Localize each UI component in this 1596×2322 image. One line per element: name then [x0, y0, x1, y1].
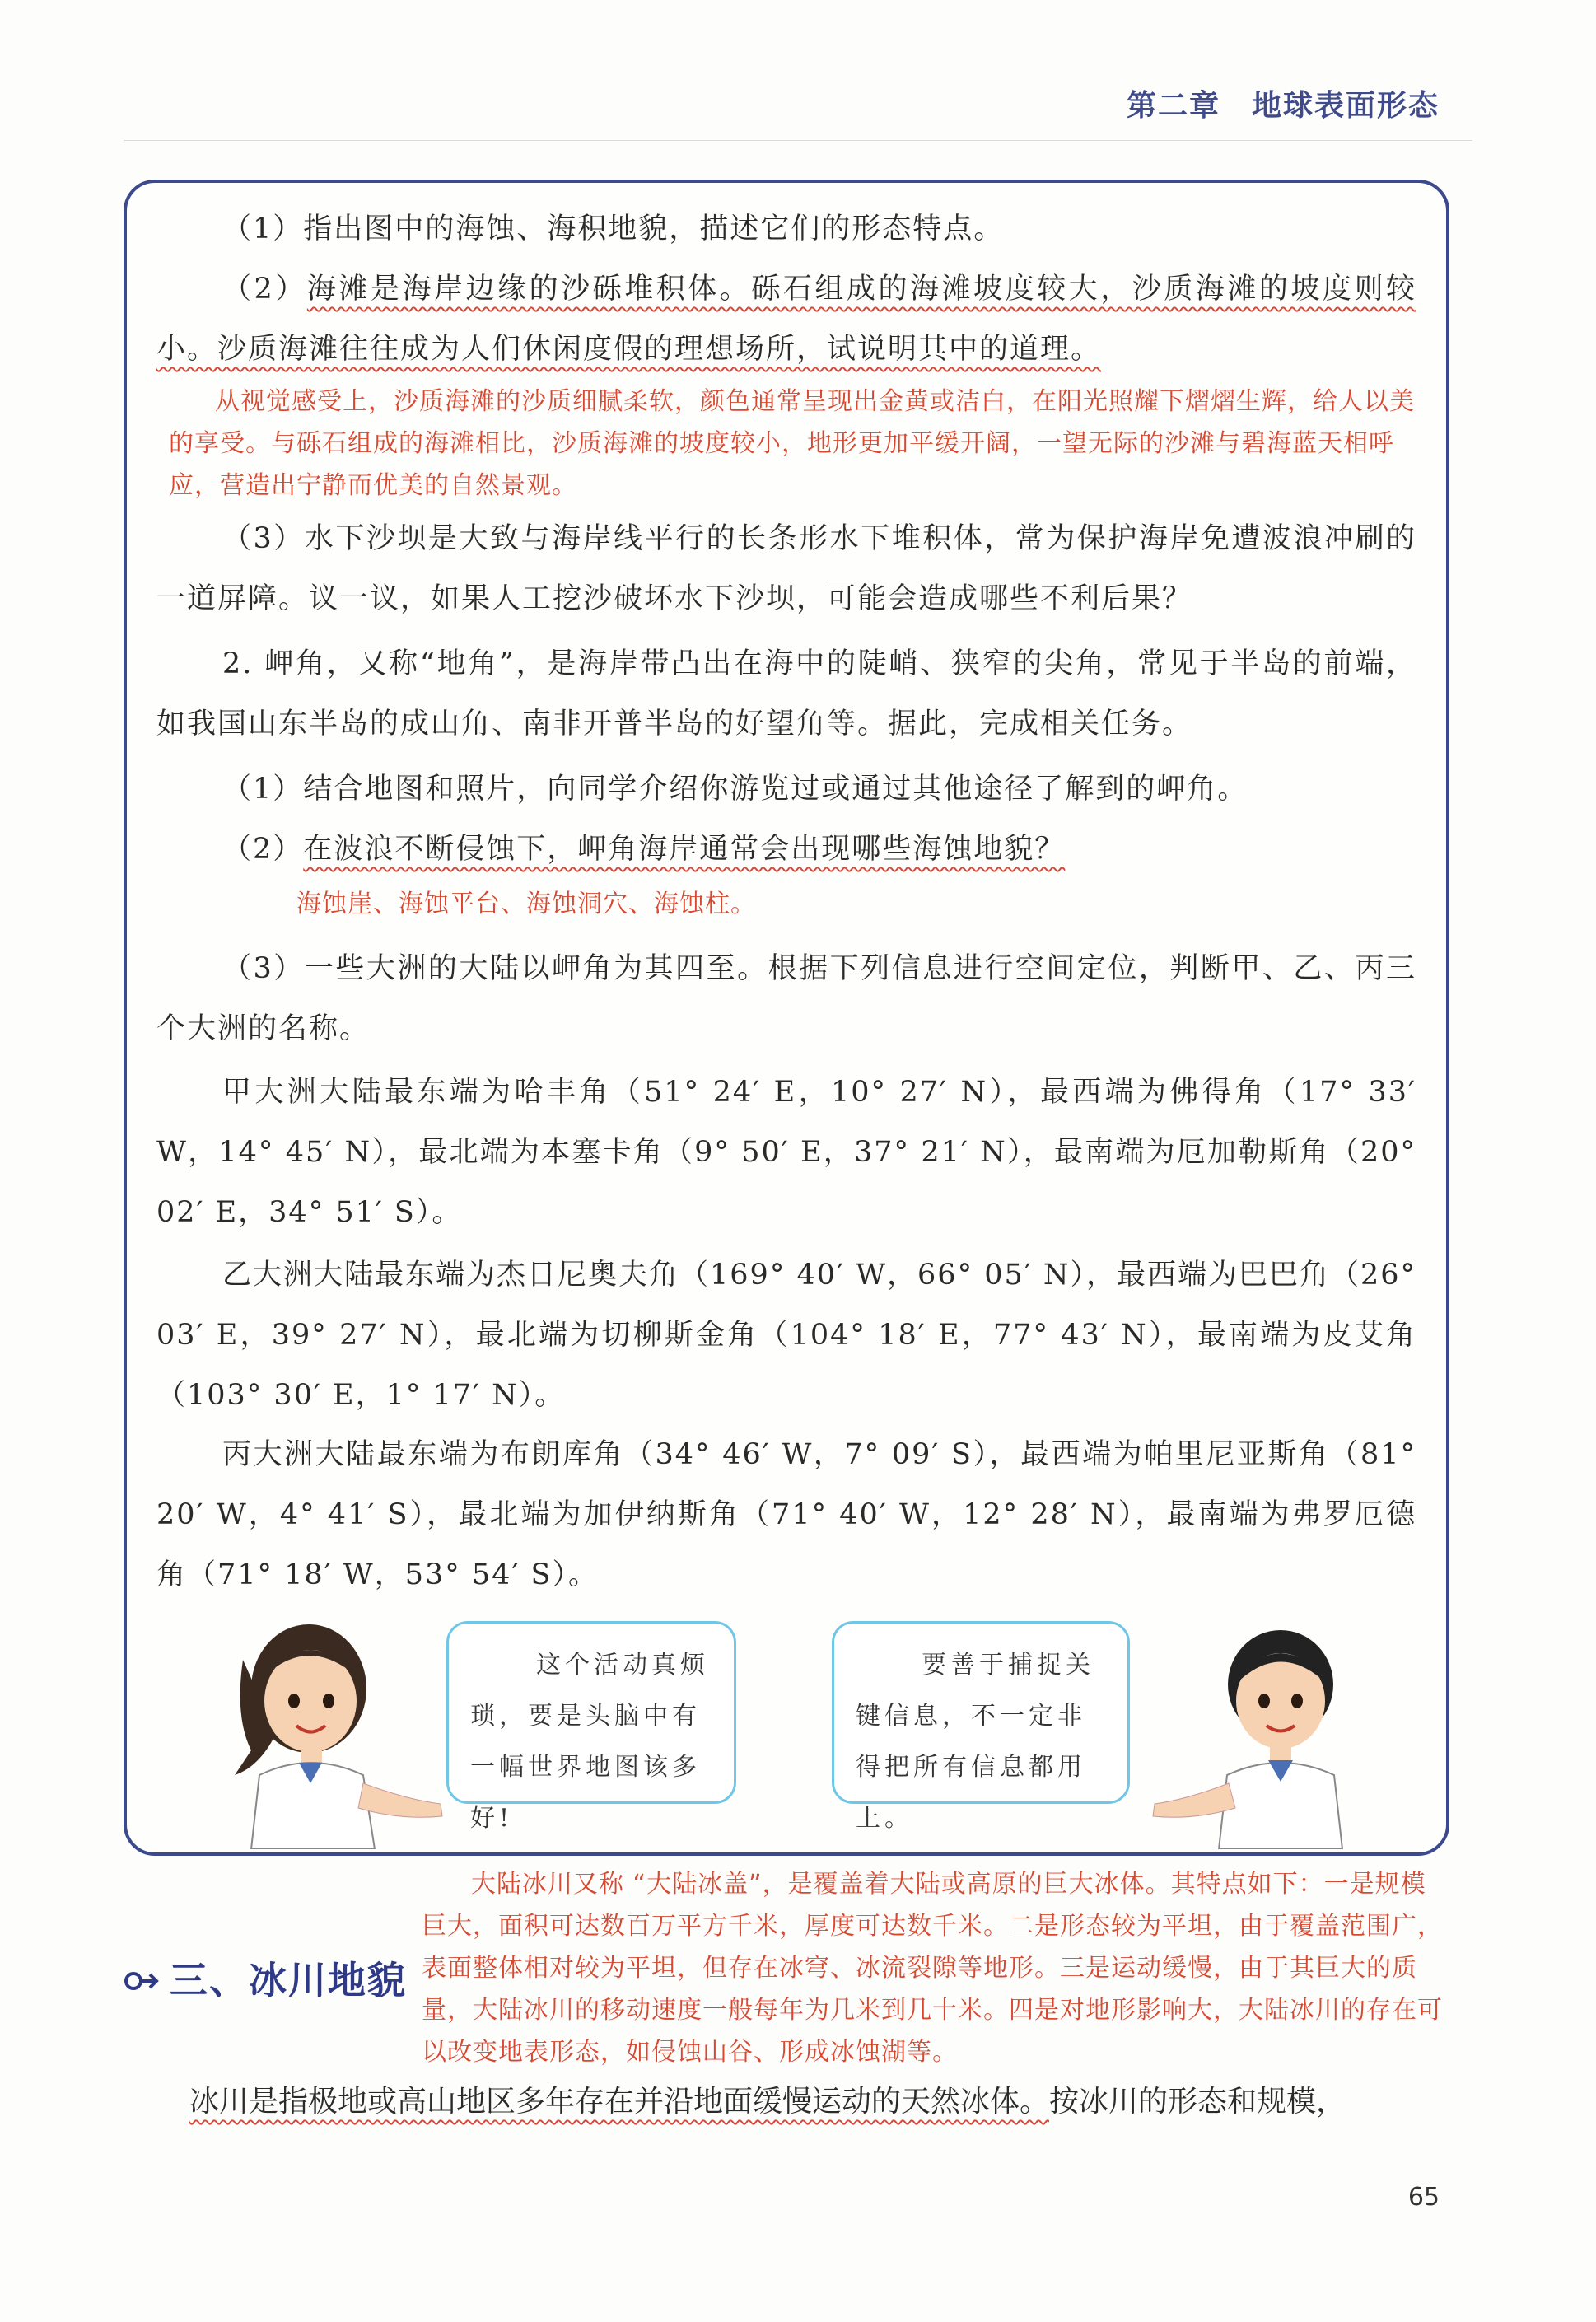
answer-2-2: 海蚀崖、海蚀平台、海蚀洞穴、海蚀柱。: [296, 890, 756, 918]
section-heading: [124, 1951, 407, 2005]
question-2-3: （3）一些大洲的大陆以岬角为其四至。根据下列信息进行空间定位，判断甲、乙、丙三个大洲的名称。: [156, 952, 1416, 1045]
page-number: 65: [1407, 2183, 1440, 2212]
glacier-note: 大陆冰川又称 “大陆冰盖”，是覆盖着大陆或高原的巨大冰体。其特点如下：一是规模巨大，面积可达数百万平方千米，厚度可达数千米。二是形态较为平坦，由于覆盖范围广，表面整体相对较为平坦，但存在冰穹、冰流裂隙等地形。三是运动缓慢，由于其巨大的质量，大陆冰川的移动速度一般每年为几米到几十米。四是对地形影响大，大陆冰川的存在可以改变地表形态，如侵蚀山谷、形成冰蚀湖等。: [422, 1870, 1443, 2067]
question-1-2-number: （2）: [222, 273, 307, 306]
answer-1-2: 从视觉感受上，沙质海滩的沙质细腻柔软，颜色通常呈现出金黄或洁白，在阳光照耀下熠熠生辉，给人以美的享受。与砾石组成的海滩相比，沙质海滩的坡度较小，地形更加平缓开阔，一望无际的沙滩与碧海蓝天相呼应，营造出宁静而优美的自然景观。: [169, 387, 1415, 500]
chapter-header: 第二章 地球表面形态: [1126, 89, 1440, 123]
glacier-body: [189, 2072, 1458, 2132]
glacier-body-rest: 按冰川的形态和规模，: [1049, 2085, 1346, 2119]
speech-bubble-right: 要善于捕捉关键信息，不一定非得把所有信息都用上。: [832, 1621, 1130, 1804]
question-1-1: （1）指出图中的海蚀、海积地貌，描述它们的形态特点。: [222, 213, 1005, 245]
question-1-2: [156, 259, 1416, 380]
question-2-2: [156, 820, 1416, 880]
section-arrow-icon: [124, 1958, 160, 2002]
glacier-definition: 冰川是指极地或高山地区多年存在并沿地面缓慢运动的天然冰体。: [189, 2085, 1050, 2119]
header-divider: [124, 140, 1472, 141]
question-1-3: （3）水下沙坝是大致与海岸线平行的长条形水下堆积体，常为保护海岸免遭波浪冲刷的一道屏障。议一议，如果人工挖沙破坏水下沙坝，可能会造成哪些不利后果？: [156, 522, 1416, 615]
continent-jia: 甲大洲大陆最东端为哈丰角（51° 24′ E，10° 27′ N），最西端为佛得角（17° 33′ W，14° 45′ N），最北端为本塞卡角（9° 50′ E，37° 21′ N），最南端为厄加勒斯角（20° 02′ E，34° 51′ S）。: [156, 1076, 1416, 1229]
speech-bubble-left: 这个活动真烦琐，要是头脑中有一幅世界地图该多好!: [446, 1621, 736, 1804]
continent-yi: 乙大洲大陆最东端为杰日尼奥夫角（169° 40′ W，66° 05′ N），最西端为巴巴角（26° 03′ E，39° 27′ N），最北端为切柳斯金角（104° 18′ E，77° 43′ N），最南端为皮艾角（103° 30′ E，1° 17′ N）。: [156, 1259, 1416, 1412]
question-2-1: （1）结合地图和照片，向同学介绍你游览过或通过其他途径了解到的岬角。: [222, 773, 1248, 806]
question-2-2-text: 在波浪不断侵蚀下，岬角海岸通常会出现哪些海蚀地貌？: [303, 833, 1066, 866]
question-1-2-text: 海滩是海岸边缘的沙砾堆积体。砾石组成的海滩坡度较大，沙质海滩的坡度则较小。沙质海滩往往成为人们休闲度假的理想场所，试说明其中的道理。: [156, 273, 1416, 366]
section-title: 三、冰川地貌: [170, 1958, 407, 2002]
girl-illustration: [218, 1610, 457, 1849]
continent-bing: 丙大洲大陆最东端为布朗库角（34° 46′ W，7° 09′ S），最西端为帕里尼亚斯角（81° 20′ W，4° 41′ S），最北端为加伊纳斯角（71° 40′ W，12° 28′ N），最南端为弗罗厄德角（71° 18′ W，53° 54′ S）。: [156, 1438, 1416, 1591]
boy-illustration: [1136, 1610, 1375, 1849]
question-2-2-number: （2）: [222, 833, 304, 866]
question-2: 2. 岬角，又称“地角”，是海岸带凸出在海中的陡峭、狭窄的尖角，常见于半岛的前端，如我国山东半岛的成山角、南非开普半岛的好望角等。据此，完成相关任务。: [156, 647, 1416, 741]
